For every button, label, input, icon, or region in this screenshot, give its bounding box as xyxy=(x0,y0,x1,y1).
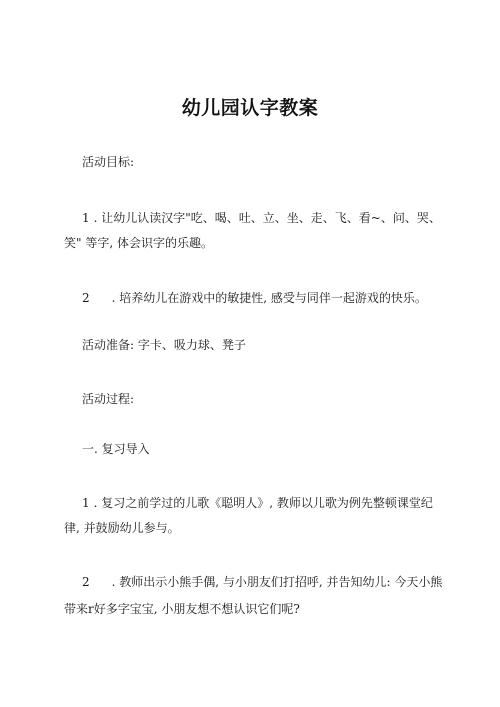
step-2-line-1 xyxy=(82,574,442,590)
goal-1-line-2: 笑" 等字, 体会识字的乐趣。 xyxy=(64,236,213,250)
goal-1-number: 1 xyxy=(82,211,90,225)
goal-1-line-1 xyxy=(82,210,441,226)
process-heading: 活动过程: xyxy=(82,392,135,406)
step-2-text: . 教师出示小熊手偶, 与小朋友们打招呼, 并告知幼儿: 今天小熊 xyxy=(111,575,443,589)
section-1-heading: 一. 复习导入 xyxy=(82,442,150,456)
step-2-number: 2 xyxy=(82,575,90,589)
step-1-line-1 xyxy=(82,495,433,511)
goal-2-number: 2 xyxy=(82,291,90,305)
goal-2-text: . 培养幼儿在游戏中的敏捷性, 感受与同伴一起游戏的快乐。 xyxy=(111,291,427,305)
goals-heading: 活动目标: xyxy=(82,155,135,169)
step-2-line-2: 带来r好多字宝宝, 小朋友想不想认识它们呢? xyxy=(64,602,300,616)
prep-line: 活动准备: 字卡、吸力球、凳子 xyxy=(82,338,246,352)
step-1-text: . 复习之前学过的儿歌《聪明人》, 教师以儿歌为例先整顿课堂纪 xyxy=(93,496,433,510)
step-1-line-2: 律, 并鼓励幼儿参与。 xyxy=(64,521,180,535)
goal-1-text: . 让幼儿认读汉字"吃、喝、吐、立、坐、走、飞、看~、问、哭、 xyxy=(93,211,441,225)
page-title: 幼儿园认字教案 xyxy=(181,97,319,119)
step-1-number: 1 xyxy=(82,496,90,510)
goal-2-line xyxy=(82,290,427,306)
